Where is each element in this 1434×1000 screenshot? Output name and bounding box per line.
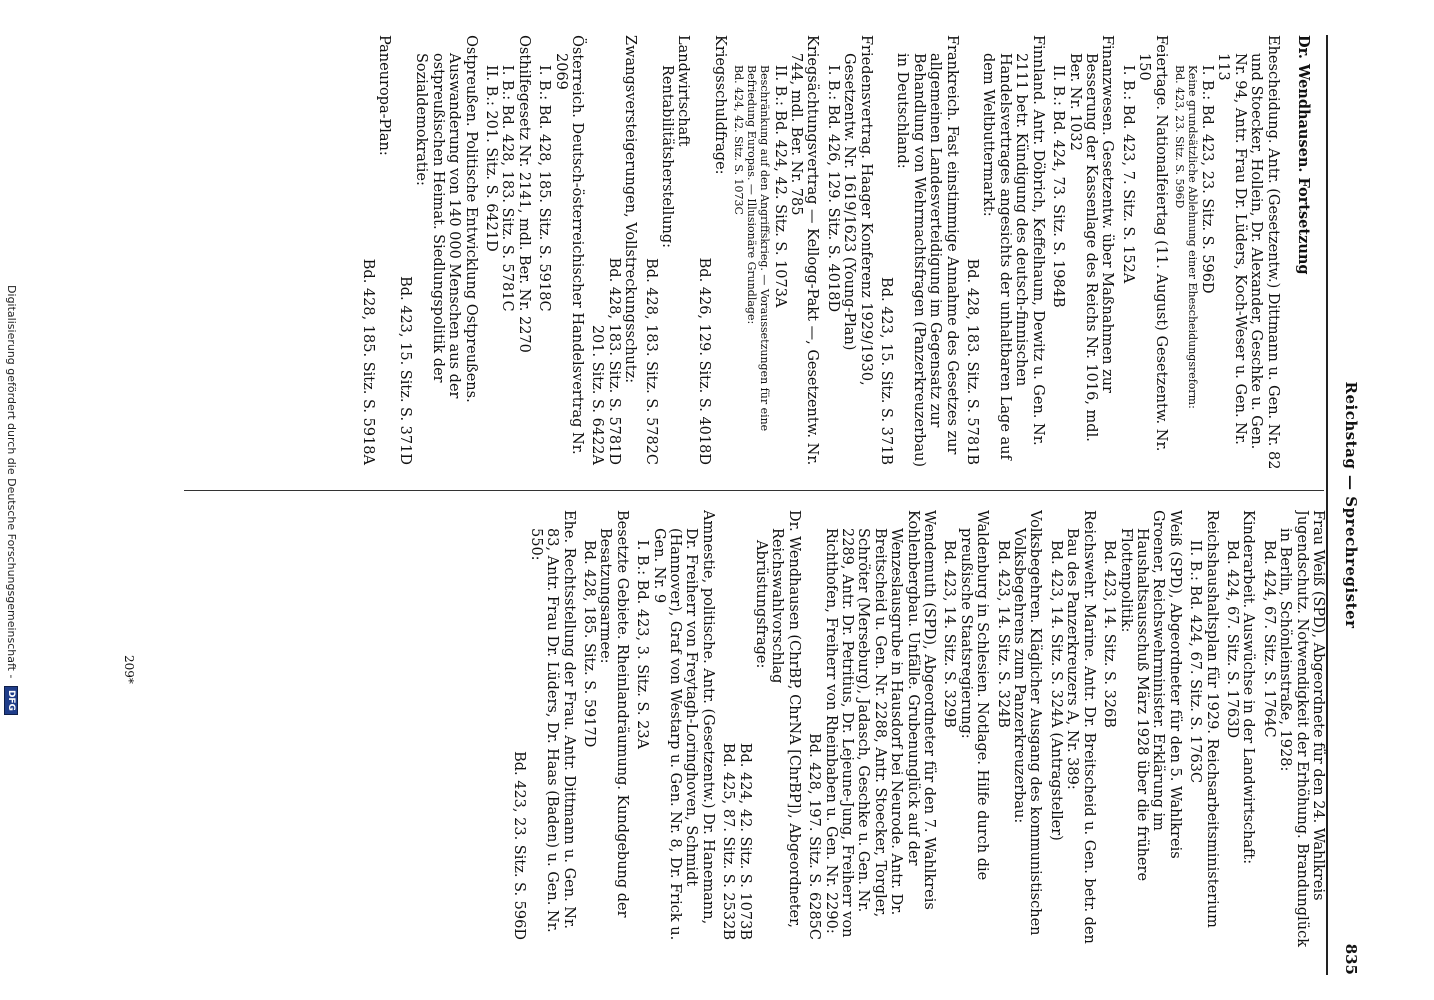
entry-line: Kohlenbergbau. Unfälle. Grubenunglück auf der Wenzeslausgrube in Hausdorf bei Neurode. Antr. Dr. Breitscheid u. Gen. Nr. 2288, Antr. Stoecker, Torgler, Schröter (Merseburg), Jadasch, Geschke u. Gen. Nr. 2289, Antr. Dr. Petritius, Dr. Lejeune-Jung, Freiherr von Richthofen, Freiherr von Rheinbaben u. Gen. Nr. 2290: (822, 510, 921, 938)
entry-line: Waldenburg in Schlesien. Notlage. Hilfe durch die preußische Staatsregierung: (957, 510, 991, 881)
page-code: 209* (122, 655, 136, 684)
entry-line: Bd. 423, 14. Sitz. S. 324A (Antragsteller) (1047, 540, 1064, 841)
register-entry (941, 510, 990, 950)
entry-line: Bd. 423, 14. Sitz. S. 324B (994, 540, 1011, 728)
entry-line: Feiertage. Nationalfeiertag (11. August) Gesetzentw. Nr. 150 (1136, 35, 1169, 452)
entry-line: Zwangsversteigerungen, Vollstreckungsschutz: (622, 35, 639, 384)
column-divider (184, 490, 1324, 491)
register-entry (589, 35, 638, 475)
register-entry (732, 35, 820, 475)
entry-line: Bd. 423, 23. Sitz. S. 596D (511, 751, 528, 940)
register-entry (1224, 510, 1257, 950)
entry-line: Weiß (SPD), Abgeordneter für den 5. Wahlkreis (1166, 510, 1183, 859)
entry-line: Friedensvertrag. Haager Konferenz 1929/1930, Gesetzentw. Nr. 1619/1623 (Young-Plan) (841, 35, 874, 386)
entry-line: Frau Weiß (SPD), Abgeordnete für den 24. Wahlkreis (1310, 510, 1326, 901)
register-entry (634, 510, 716, 950)
register-entry (511, 510, 577, 950)
entry-line: Reichshaushaltsplan für 1929. Reichsarbeitsministerium (1203, 510, 1220, 928)
entry-line: I. B.: Bd. 428, 185. Sitz. S. 5918C (536, 65, 553, 312)
entry-line: Bd. 424, 42. Sitz. S. 1073C (732, 65, 746, 215)
entry-line: Reichswehr. Marine. Antr. Dr. Breitscheid u. Gen. betr. den Bau des Panzerkreuzers A, Nr. 389: (1064, 510, 1097, 944)
entry-line: Bd. 428, 185. Sitz. S. 5918A (360, 258, 377, 465)
entry-line: I. B.: Bd. 423, 7. Sitz. S. 152A (1119, 65, 1136, 284)
page-number: 835 (1342, 943, 1360, 975)
entry-line: Besetzte Gebiete. Rheinlandräumung. Kundgebung der Besatzungsarmee: (597, 510, 630, 918)
entry-line: Amnestie, politische. Antr. (Gesetzentw.) Dr. Hanemann, Dr. Freiherr von Freytagh-Loringhoven, Schmidt (Hannover), Graf von Westarp u. Gen. Nr. 8, Dr. Frick u. Gen. Nr. 9 (650, 510, 716, 941)
entry-line: Bd. 424, 42. Sitz. S. 1073B (736, 742, 753, 940)
entry-line: Ehe. Rechtsstellung der Frau. Antr. Dittmann u. Gen. Nr. 83, Antr. Frau Dr. Lüders, Dr. Haas (Baden) u. Gen. Nr. 550: (527, 510, 577, 933)
register-entry (1173, 35, 1312, 475)
entry-line: Osthilfegesetz Nr. 2141, mdl. Ber. Nr. 2270 (515, 35, 532, 353)
entry-line: Bd. 428, 183. Sitz. S. 5782C (642, 258, 659, 465)
entry-line: Keine grundsätzliche Ablehnung einer Ehescheidungsreform: (1185, 65, 1199, 409)
register-entry (964, 35, 1046, 475)
entry-line: Volksbegehren. Kläglicher Ausgang des kommunistischen Volksbegehrens zum Panzerkreuzerbau: (1011, 510, 1044, 936)
entry-line: I. B.: Bd. 426, 129. Sitz. S. 4018D (824, 65, 841, 313)
entry-line: Groener, Reichswehrminister. Erklärung im Haushaltsausschuß März 1928 über die frühere Flottenpolitik: (1117, 510, 1167, 882)
entry-line: I. B.: Bd. 428, 183. Sitz. S. 5781C (499, 65, 516, 312)
entry-line: Bd. 423, 14. Sitz. S. 329B (941, 540, 958, 728)
left-column (186, 35, 1326, 475)
digitization-credit (4, 0, 18, 1000)
register-entry (1048, 510, 1097, 950)
entry-line: II. B.: 201. Sitz. S. 6421D (482, 65, 499, 252)
entry-line: II. B.: Bd. 424, 67. Sitz. S. 1763C (1187, 540, 1204, 784)
entry-line: Kinderarbeit. Auswüchse in der Landwirtschaft: (1240, 510, 1257, 865)
entry-line: Abrüstungsfrage: (753, 540, 769, 669)
entry-line: Bd. 424, 67. Sitz. S. 1763D (1223, 540, 1240, 739)
register-entry (1101, 510, 1183, 950)
register-entry (994, 510, 1043, 950)
entry-line: Bd. 424, 67. Sitz. S. 1764C (1260, 540, 1277, 738)
entry-line: Bd. 428, 183. Sitz. S. 5781D (605, 257, 622, 465)
entry-line: 201. Sitz. S. 6422A (589, 324, 606, 465)
register-entry (483, 35, 532, 475)
entry-line: Bd. 423, 14. Sitz. S. 326B (1101, 540, 1118, 728)
entry-line: Bd. 428, 185. Sitz. S. 5917D (580, 540, 597, 748)
running-title: Reichstag — Sprechregister (1342, 381, 1360, 629)
credit-text: Digitalisierung gefördert durch die Deutsche Forschungsgemeinschaft - (5, 285, 18, 679)
entry-line: Bd. 428, 197. Sitz. S. 6285C (806, 733, 823, 940)
entry-line: Ostpreußen. Politische Entwicklung Ostpreußens. Auswanderung von 140 000 Menschen aus der ostpreußischen Heimat. Siedlungspolitik der Sozialdemokratie: (413, 35, 479, 403)
page-header (1336, 35, 1376, 975)
header-rule (1326, 35, 1328, 975)
register-entry (642, 35, 691, 475)
register-entry (824, 35, 873, 475)
entry-line: Kriegsächtungsvertrag — Kellogg-Pakt —, Gesetzentw. Nr. 744, mdl. Ber. Nr. 785 (788, 35, 821, 466)
entry-line: Landwirtschaft (675, 35, 692, 147)
register-entry (1050, 35, 1116, 475)
register-entry (878, 35, 960, 475)
entry-line: Finanzwesen. Gesetzentw. über Maßnahmen zur Besserung der Kassenlage des Reichs Nr. 1016, mdl. Ber. Nr. 1032 (1066, 35, 1116, 442)
register-entry (1187, 510, 1220, 950)
register-entry (806, 510, 937, 950)
dfg-logo: DFG (4, 686, 18, 715)
right-column (186, 510, 1326, 950)
entry-line: Beschränkung auf den Angriffskrieg. — Voraussetzungen für eine Befriedung Europas. — Illusionäre Grundlage: (745, 65, 772, 432)
register-entry (720, 510, 802, 950)
register-entry (695, 35, 728, 475)
entry-line: Bd. 425, 87. Sitz. S. 2532B (720, 742, 737, 940)
register-entry (1119, 35, 1168, 475)
entry-line: Kriegsschuldfrage: (712, 35, 729, 175)
entry-line: Dr. Wendhausen. Fortsetzung (1295, 35, 1313, 275)
entry-line: Finnland. Antr. Döbrich, Keffelhaum, Dewitz u. Gen. Nr. 2111 betr. Kündigung des deutsch-finnischen Handelsvertrages angesichts der unhaltbaren Lage auf dem Weltbuttermarkt: (980, 35, 1046, 460)
entry-line: Bd. 423, 15. Sitz. S. 371D (396, 276, 413, 465)
register-entry (1260, 510, 1326, 950)
entry-line: Österreich. Deutsch-österreichischer Handelsvertrag Nr. 2069 (552, 35, 585, 455)
entry-line: Bd. 428, 183. Sitz. S. 5781B (964, 258, 981, 465)
entry-line: Paneuropa-Plan: (376, 35, 393, 156)
entry-line: I. B.: Bd. 423, 3. Sitz. S. 23A (634, 540, 651, 750)
register-entry (397, 35, 479, 475)
entry-line: Frankreich. Fast einstimmige Annahme des Gesetzes zur allgemeinen Landesverteidigung im Gegensatz zur Behandlung von Wehrmachtsfragen (Panzerkreuzerbau) in Deutschland: (894, 35, 960, 467)
entry-line: Wendemuth (SPD), Abgeordneter für den 7. Wahlkreis (921, 510, 938, 910)
entry-line: I. B.: Bd. 423, 23. Sitz. S. 596D (1198, 65, 1215, 294)
entry-line: Jugendschutz. Notwendigkeit der Erhöhung. Brandunglück in Berlin, Schönleinstraße, 1928: (1277, 510, 1310, 947)
register-entry (360, 35, 393, 475)
entry-line: II. B.: Bd. 424, 73. Sitz. S. 1984B (1050, 65, 1067, 308)
register-entry (536, 35, 585, 475)
entry-line: Rentabilitätsherstellung: (659, 65, 675, 249)
entry-line: II. B.: Bd. 424, 42. Sitz. S. 1073A (771, 65, 788, 308)
entry-line: Bd. 423, 15. Sitz. S. 371B (878, 277, 895, 465)
entry-line: Ehescheidung. Antr. (Gesetzentw.) Dittmann u. Gen. Nr. 82 und Stoecker, Hollein, Dr. Alexander, Geschke u. Gen. Nr. 94, Antr. Frau Dr. Lüders, Koch-Weser u. Gen. Nr. 113 (1215, 35, 1281, 470)
entry-line: Dr. Wendhausen (ChrBP, ChrNA [ChrBP]), Abgeordneter, Reichswahlvorschlag (769, 510, 802, 929)
entry-line: Bd. 423, 23. Sitz. S. 596D (1172, 65, 1186, 209)
entry-line: Bd. 426, 129. Sitz. S. 4018D (695, 257, 712, 465)
register-entry (581, 510, 630, 950)
